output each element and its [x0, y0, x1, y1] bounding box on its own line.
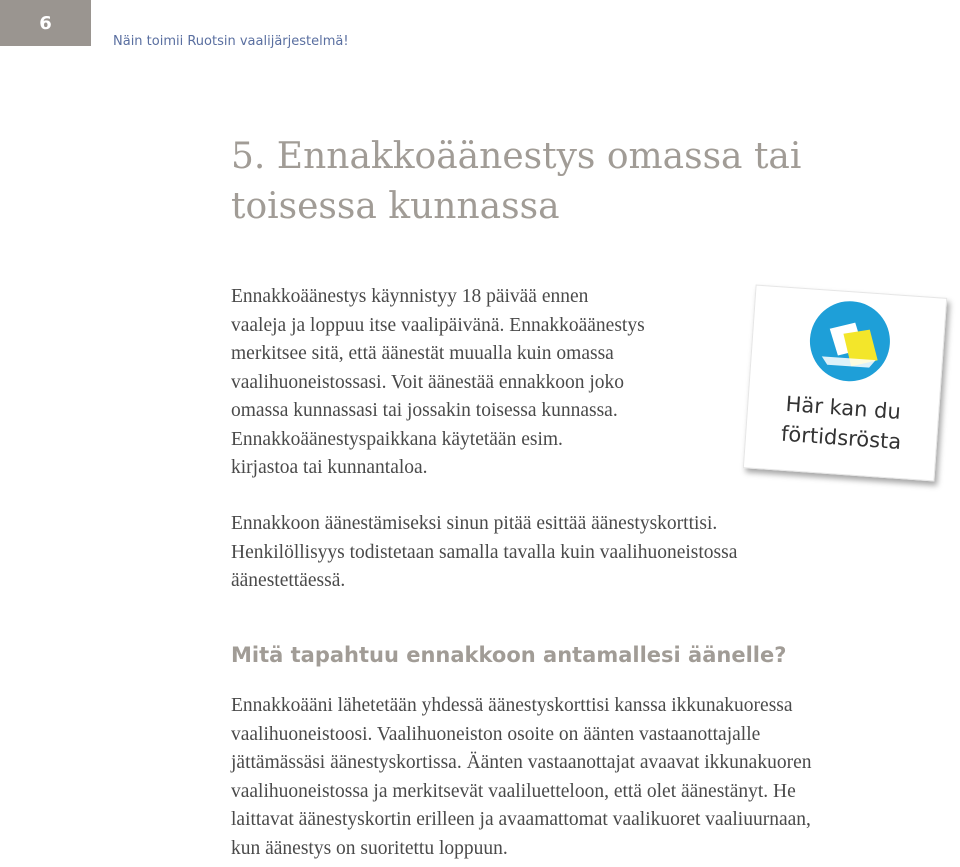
page-number: 6	[0, 0, 91, 46]
id-paragraph	[231, 510, 737, 596]
paragraph-line: laittavat äänestyskortin erilleen ja avaamattomat vaalikuoret vaaliuurnaan,	[231, 809, 811, 830]
sticker-line: förtidsrösta	[780, 421, 902, 455]
section-title-line: 5. Ennakkoäänestys omassa tai	[231, 136, 802, 177]
paragraph-line: vaaleja ja loppuu itse vaalipäivänä. Ennakkoäänestys	[231, 314, 645, 336]
paragraph-line: äänestettäessä.	[231, 570, 346, 591]
sticker-text	[745, 386, 939, 459]
early-voting-sticker	[743, 285, 947, 482]
paragraph-line: Ennakkoäänestyspaikkana käytetään esim.	[231, 428, 563, 450]
section-title	[231, 132, 831, 232]
paragraph-line: Ennakkoon äänestämiseksi sinun pitää esittää äänestyskorttisi.	[231, 513, 718, 534]
paragraph-line: kun äänestys on suoritettu loppuun.	[231, 837, 508, 859]
subheading: Mitä tapahtuu ennakkoon antamallesi äänelle?	[231, 643, 787, 667]
paragraph-line: omassa kunnassasi tai jossakin toisessa kunnassa.	[231, 400, 618, 421]
paragraph-line: merkitsee sitä, että äänestät muualla kuin omassa	[231, 343, 614, 364]
section-title-line: toisessa kunnassa	[231, 186, 560, 227]
running-title: Näin toimii Ruotsin vaalijärjestelmä!	[113, 34, 349, 49]
intro-paragraph	[231, 283, 645, 483]
paragraph-line: vaalihuoneistossa ja merkitsevät vaaliluetteloon, että olet äänestänyt. He	[231, 780, 796, 802]
paragraph-line: vaalihuoneistoosi. Vaalihuoneiston osoite on äänten vastaanottajalle	[231, 723, 761, 745]
paragraph-line: jättämässäsi äänestyskortissa. Äänten vastaanottajat avaavat ikkunakuoren	[231, 752, 812, 773]
process-paragraph	[231, 692, 811, 863]
paragraph-line: Ennakkoääni lähetetään yhdessä äänestyskorttisi kanssa ikkunakuoressa	[231, 695, 793, 716]
ballot-logo-icon	[806, 297, 894, 385]
paragraph-line: Henkilöllisyys todistetaan samalla tavalla kuin vaalihuoneistossa	[231, 541, 738, 563]
paragraph-line: Ennakkoäänestys käynnistyy 18 päivää ennen	[231, 286, 589, 307]
sticker-line: Här kan du	[784, 391, 902, 424]
paragraph-line: vaalihuoneistossasi. Voit äänestää ennakkoon joko	[231, 371, 624, 393]
paragraph-line: kirjastoa tai kunnantaloa.	[231, 457, 428, 478]
